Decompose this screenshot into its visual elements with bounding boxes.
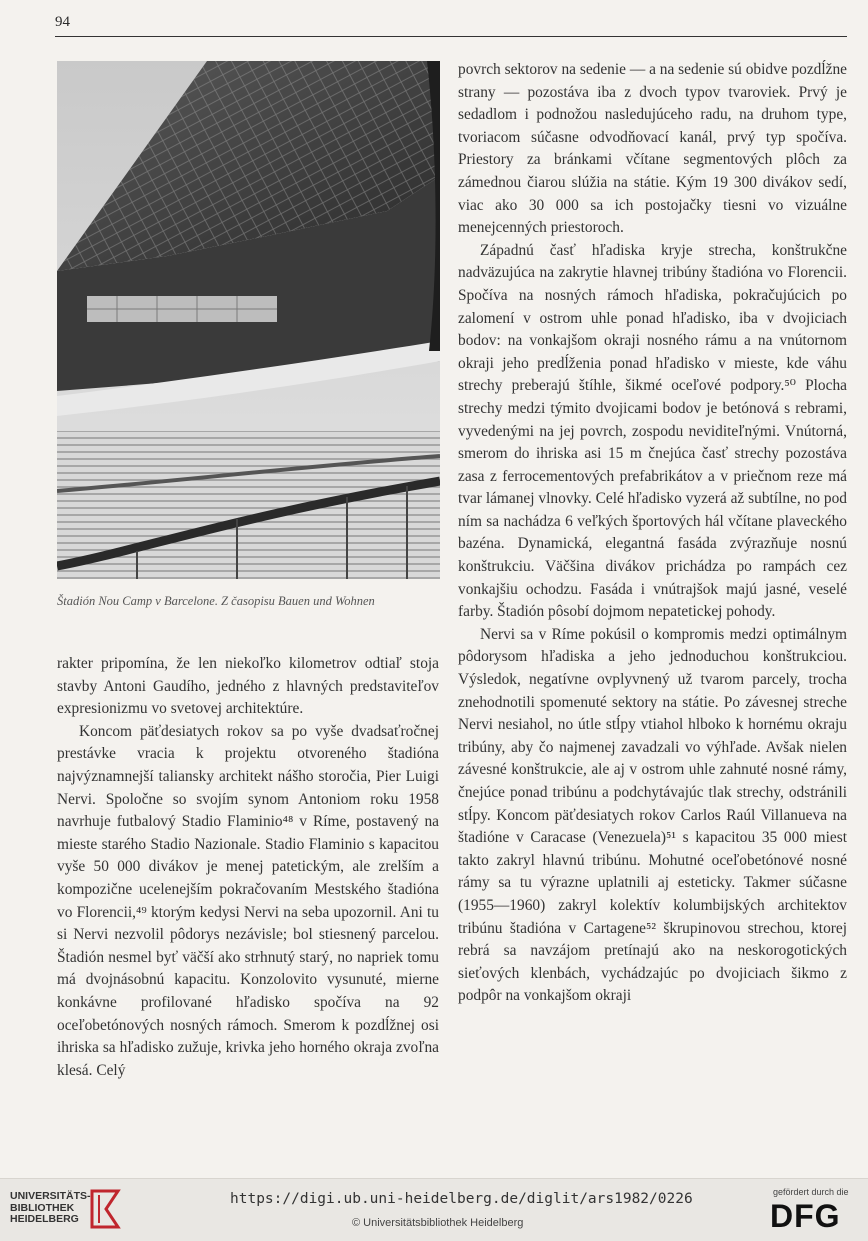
library-footer (0, 1178, 868, 1241)
right-text-column (458, 59, 847, 1008)
library-logo[interactable]: UNIVERSITÄTS- BIBLIOTHEK HEIDELBERG (10, 1190, 91, 1225)
paragraph: Západnú časť hľadiska kryje strecha, konštrukčne nadväzujúca na zakrytie hlavnej tribúny štadióna vo Florencii. Spočíva na nosných rámoch hľadiska, pokračujúcich po zalomení v ostrom uhle ponad hľadisko, iba v dvojiciach bodov: na vonkajšom okraji nosného rámu a na vnútornom okraji jeho predĺženia ponad hľadisko v mieste, kde váhu strechy preberajú štíhle, šikmé oceľové podpory.⁵⁰ Plocha strechy medzi týmito dvojicami bodov je betónová s rebrami, vyvedenými na jej povrch, zospodu neviditeľnými. Vnútorná, smerom do ihriska asi 15 m čnejúca časť strechy pozostáva zasa z ferrocementových prefabrikátov a v priečnom reze má tvar lámanej vlnovky. Celé hľadisko vyzerá až subtílne, no pod ním sa nachádza 6 veľkých športových hál včítane plaveckého bazéna. Dynamická, elegantná fasáda zvýrazňuje nosnú konštrukciu. Väčšina divákov prichádza po rampách cez vonkajšiu ochodzu. Fasáda i vnútrajšok majú jasné, veselé farby. Štadión pôsobí dojmom nepatetickej pohody. (458, 241, 847, 621)
paragraph: Koncom päťdesiatych rokov sa po vyše dvadsaťročnej prestávke vracia k projektu otvoreného štadióna najvýznamnejší taliansky architekt nášho storočia, Pier Luigi Nervi. Spoločne so svojím synom Antoniom roku 1958 navrhuje futbalový Stadio Flaminio⁴⁸ v Ríme, postavený na mieste starého Stadio Nazionale. Stadio Flaminio s kapacitou vyše 50 000 divákov je menej patetickým, ale zrelším a kompozične ucelenejším pokračovaním Mestského štadióna vo Florencii,⁴⁹ ktorým kedysi Nervi na seba upozornil. Ani tu si Nervi nezvolil pôdorys nezávisle; bol stiesnený parcelou. Štadión nesmel byť väčší ako strhnutý starý, no napriek tomu má dvojnásobnú kapacitu. Konzolovito vysunuté, mierne konkávne profilované hľadisko spočíva na 92 oceľobetónových nosných rámoch. Smerom k pozdĺžnej osi ihriska sa hľadisko zužuje, krivka jeho horného okraja zvoľna klesá. Celý (57, 722, 439, 1079)
left-text-column (57, 653, 439, 1082)
figure-caption: Štadión Nou Camp v Barcelone. Z časopisu Bauen und Wohnen (57, 594, 375, 608)
copyright-notice: © Universitätsbibliothek Heidelberg (352, 1217, 524, 1229)
paragraph: Nervi sa v Ríme pokúsil o kompromis medzi optimálnym pôdorysom hľadiska a jeho jednoduchou konštrukciou. Výsledok, negatívne ovplyvnený už tvarom parcely, trocha znehodnotili spomenuté sektory na státie. Po závesnej streche Nervi nesiahol, no útle stĺpy vtiahol hlboko k hornému okraju tribúny, aby čo najmenej zavadzali vo výhľade. Avšak nielen závesné konštrukcie, ale aj v ostrom uhle zahnuté nosné rámy, čnejúce ponad tribúnu a podchytávajúc tlak strechy, odstránili stĺpy. Koncom päťdesiatych rokov Carlos Raúl Villanueva na štadióne v Caracase (Venezuela)⁵¹ s kapacitou 35 000 miest takto zakryl hlavnú tribúnu. Mohutné oceľobetónové nosné rámy sa tu výrazne uplatnili aj esteticky. Takmer súčasne (1955—1960) zakryl kolektív kolumbijských architektov tribúnu štadióna v Cartagene⁵² škrupinovou strechou, ktorej rebrá sa navzájom pretínajú ako na neskorogotických sieťových klenbách, vychádzajúc po dvojiciach šikmo z podpôr na vonkajšom okraji (458, 625, 847, 1005)
library-emblem-icon (88, 1187, 122, 1231)
header-rule (55, 36, 847, 37)
paragraph: povrch sektorov na sedenie — a na sedenie sú obidve pozdĺžne strany — pozostáva iba z dvoch typov tvaroviek. Prvý je sedadlom i podnožou nasledujúceho radu, na druhom type, tvoriacom súčasne odvodňovací kanál, prvý typ spočíva. Priestory za bránkami včítane segmentových plôch za zámednou čiarou slúžia na státie. Kým 19 300 divákov sedí, viac ako 30 000 sa ich postojačky tiesni vo vizuálne menejcenných priestoroch. (458, 61, 847, 237)
dfg-logo[interactable]: DFG (770, 1198, 841, 1234)
page-number: 94 (55, 14, 70, 30)
permalink-url[interactable]: https://digi.ub.uni-heidelberg.de/diglit/ars1982/0226 (230, 1191, 693, 1207)
stadium-photo (57, 61, 440, 579)
paragraph: rakter pripomína, že len niekoľko kilometrov odtiaľ stoja stavby Antoni Gaudího, jedného z hlavných predstaviteľov expresionizmu vo svetovej architektúre. (57, 655, 439, 718)
funder-label: gefördert durch die (773, 1187, 849, 1197)
